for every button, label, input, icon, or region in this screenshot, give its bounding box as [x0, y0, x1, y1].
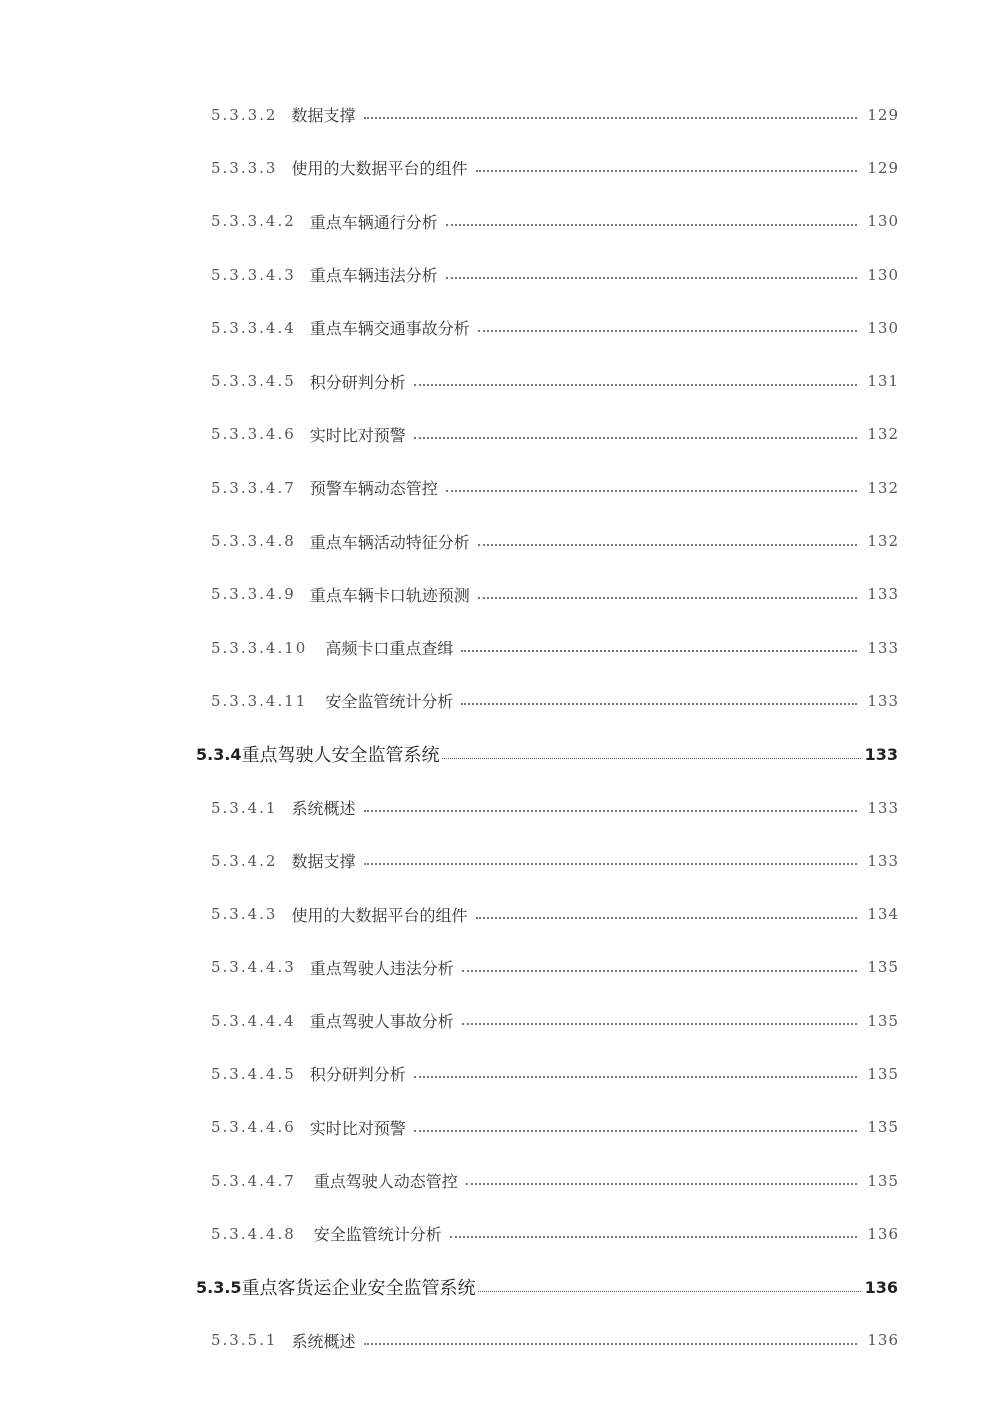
toc-entry-number: 5.3.3.4.7 — [211, 478, 296, 497]
toc-entry-title: 安全监管统计分析 — [313, 1225, 442, 1245]
dot-leader — [446, 276, 858, 279]
toc-entry[interactable] — [0, 1047, 899, 1100]
toc-entry[interactable] — [0, 354, 899, 407]
toc-entry[interactable] — [0, 1101, 899, 1154]
toc-entry-number: 5.3.3.4.3 — [211, 265, 296, 284]
toc-entry-title: 重点驾驶人事故分析 — [309, 1012, 454, 1032]
toc-entry[interactable] — [0, 1314, 899, 1367]
toc-entry-title: 积分研判分析 — [309, 372, 406, 392]
toc-entry-number: 5.3.4.4.4 — [211, 1011, 296, 1030]
toc-entry-number: 5.3.3.2 — [211, 105, 278, 124]
toc-entry-page: 133 — [867, 851, 899, 870]
toc-entry[interactable] — [0, 301, 899, 354]
toc-entry-page: 133 — [864, 744, 898, 764]
dot-leader — [461, 702, 857, 705]
toc-entry-page: 130 — [867, 318, 899, 337]
toc-entry-number: 5.3.4.3 — [211, 905, 278, 924]
toc-entry-title: 重点车辆违法分析 — [309, 266, 438, 286]
toc-entry-title: 安全监管统计分析 — [325, 692, 454, 712]
toc-entry-page: 132 — [867, 532, 899, 551]
toc-entry-number: 5.3.3.4.10 — [211, 638, 308, 657]
dot-leader — [478, 1290, 861, 1292]
toc-entry-number: 5.3.4 — [196, 744, 242, 764]
toc-entry-title: 重点驾驶人动态管控 — [313, 1172, 458, 1192]
toc-entry-title: 实时比对预警 — [309, 425, 406, 445]
toc-entry-number: 5.3.4.4.7 — [211, 1171, 296, 1190]
toc-entry-page: 136 — [867, 1224, 899, 1243]
toc-entry[interactable] — [0, 674, 899, 727]
dot-leader — [414, 1075, 858, 1078]
toc-entry[interactable] — [0, 1207, 899, 1260]
toc-entry-page: 136 — [867, 1331, 899, 1350]
toc-entry-title: 数据支撑 — [291, 106, 356, 126]
dot-leader — [476, 916, 858, 919]
toc-entry-number: 5.3.4.4.5 — [211, 1064, 296, 1083]
toc-entry-page: 133 — [867, 691, 899, 710]
toc-entry[interactable] — [0, 141, 899, 194]
toc-entry-number: 5.3.3.4.6 — [211, 425, 296, 444]
toc-entry[interactable] — [0, 568, 899, 621]
toc-entry-title: 系统概述 — [291, 799, 356, 818]
toc-entry[interactable] — [0, 88, 899, 141]
toc-entry-page: 134 — [867, 905, 899, 924]
dot-leader — [462, 1022, 858, 1025]
toc-entry-title: 实时比对预警 — [309, 1118, 406, 1138]
toc-entry-page: 135 — [867, 1118, 899, 1137]
toc-entry-number: 5.3.5.1 — [211, 1331, 278, 1350]
dot-leader — [478, 543, 858, 546]
dot-leader — [478, 329, 858, 332]
toc-entry-number: 5.3.3.4.4 — [211, 318, 296, 337]
toc-entry-title: 使用的大数据平台的组件 — [291, 905, 468, 925]
dot-leader — [414, 436, 858, 439]
toc-entry[interactable] — [0, 887, 899, 940]
dot-leader — [462, 969, 858, 972]
dot-leader — [414, 1129, 858, 1132]
toc-entry[interactable] — [0, 941, 899, 994]
toc-entry[interactable] — [0, 408, 899, 461]
toc-entry[interactable] — [0, 1154, 899, 1207]
dot-leader — [364, 862, 858, 865]
dot-leader — [461, 649, 857, 652]
toc-entry[interactable] — [0, 248, 899, 301]
toc-entry-title: 重点驾驶人违法分析 — [309, 958, 454, 978]
toc-entry-number: 5.3.3.4.5 — [211, 372, 296, 391]
toc-entry-page: 129 — [867, 105, 899, 124]
toc-entry-page: 136 — [864, 1277, 898, 1297]
toc-entry-title: 重点驾驶人安全监管系统 — [241, 745, 440, 767]
toc-entry[interactable] — [0, 461, 899, 514]
toc-entry-number: 5.3.3.4.8 — [211, 532, 296, 551]
toc-entry-title: 重点客货运企业安全监管系统 — [241, 1278, 476, 1300]
toc-entry-title: 高频卡口重点查缉 — [325, 639, 454, 659]
toc-entry-page: 135 — [867, 1011, 899, 1030]
toc-entry-page: 133 — [867, 638, 899, 657]
toc-entry[interactable] — [0, 621, 899, 674]
toc-entry-number: 5.3.3.4.2 — [211, 212, 296, 231]
toc-entry-number: 5.3.3.4.9 — [211, 585, 296, 604]
toc-entry[interactable] — [0, 994, 899, 1047]
toc-chapter-entry[interactable] — [0, 1261, 898, 1314]
toc-entry-page: 135 — [867, 1171, 899, 1190]
toc-entry-title: 预警车辆动态管控 — [309, 479, 438, 499]
toc-entry[interactable] — [0, 195, 899, 248]
toc-entry-page: 133 — [867, 585, 899, 604]
toc-entry-number: 5.3.4.4.6 — [211, 1118, 296, 1137]
toc-entry[interactable] — [0, 781, 899, 834]
dot-leader — [476, 169, 858, 172]
toc-chapter-entry[interactable] — [0, 728, 898, 781]
dot-leader — [450, 1235, 858, 1238]
toc-entry-title: 重点车辆卡口轨迹预测 — [309, 585, 470, 605]
dot-leader — [466, 1182, 858, 1185]
toc-entry-page: 135 — [867, 958, 899, 977]
dot-leader — [364, 809, 858, 812]
toc-entry-page: 130 — [867, 265, 899, 284]
toc-entry-title: 重点车辆活动特征分析 — [309, 532, 470, 552]
toc-entry-page: 132 — [867, 478, 899, 497]
dot-leader — [414, 383, 858, 386]
toc-entry-title: 系统概述 — [291, 1331, 356, 1351]
dot-leader — [478, 596, 858, 599]
toc-entry-number: 5.3.3.4.11 — [211, 691, 308, 710]
toc-entry-title: 积分研判分析 — [309, 1065, 406, 1085]
dot-leader — [364, 116, 858, 119]
toc-entry-page: 132 — [867, 425, 899, 444]
dot-leader — [364, 1342, 858, 1345]
toc-entry-number: 5.3.4.1 — [211, 798, 278, 817]
toc-entry-number: 5.3.5 — [196, 1277, 242, 1297]
toc-entry[interactable] — [0, 514, 899, 567]
toc-entry-title: 数据支撑 — [291, 852, 356, 872]
dot-leader — [446, 223, 858, 226]
toc-entry-number: 5.3.4.2 — [211, 851, 278, 870]
toc-entry-title: 重点车辆通行分析 — [309, 212, 438, 232]
toc-entry-page: 131 — [867, 372, 899, 391]
dot-leader — [442, 757, 861, 759]
dot-leader — [446, 489, 858, 492]
toc-entry-number: 5.3.4.4.3 — [211, 958, 296, 977]
toc-entry-page: 130 — [867, 212, 899, 231]
table-of-contents — [0, 88, 992, 1367]
toc-entry-page: 129 — [867, 158, 899, 177]
toc-entry-title: 使用的大数据平台的组件 — [291, 159, 468, 179]
toc-entry-number: 5.3.3.3 — [211, 158, 278, 177]
toc-entry-page: 135 — [867, 1064, 899, 1083]
toc-entry[interactable] — [0, 834, 899, 887]
toc-entry-page: 133 — [867, 798, 899, 817]
toc-entry-title: 重点车辆交通事故分析 — [309, 319, 470, 339]
toc-entry-number: 5.3.4.4.8 — [211, 1224, 296, 1243]
